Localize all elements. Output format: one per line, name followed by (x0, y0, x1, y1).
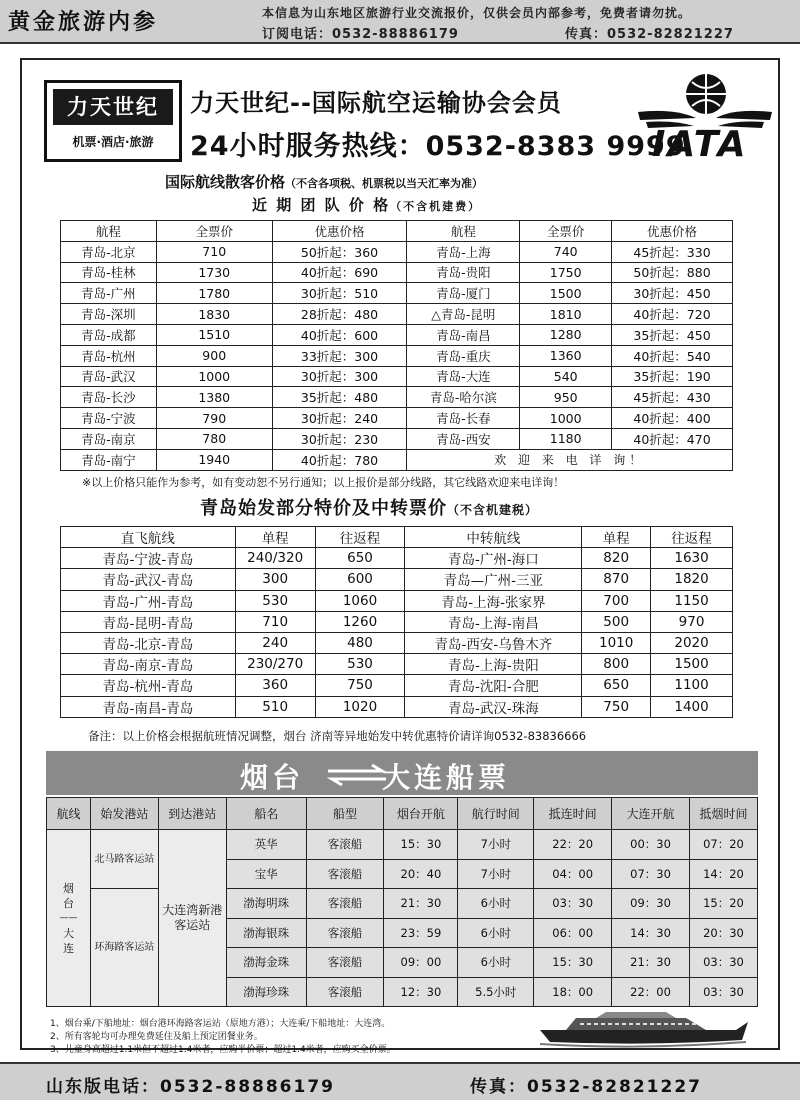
route-cell: 青岛-武汉-珠海 (405, 696, 582, 717)
route-cell: 青岛-重庆 (407, 345, 520, 366)
col-header: 全票价 (520, 221, 612, 242)
oneway-cell: 360 (235, 675, 315, 696)
col-header: 优惠价格 (612, 221, 733, 242)
route-cell: 青岛-哈尔滨 (407, 387, 520, 408)
bottom-banner (0, 1062, 800, 1100)
arrive-yantai: 15：20 (689, 889, 757, 919)
route-cell: 青岛-南宁 (61, 449, 157, 470)
route-cell: △青岛-昆明 (407, 304, 520, 325)
table-row (61, 675, 733, 696)
table-header-row (61, 527, 733, 548)
depart-yantai: 21：30 (384, 889, 458, 919)
fare-cell: 740 (520, 241, 612, 262)
table-row (61, 283, 733, 304)
col-header: 抵烟时间 (689, 798, 757, 830)
table-row (61, 324, 733, 345)
ferry-footnote: 3、儿童身高超过1.1米但不超过1.4米者，应购半价票；超过1.4米者，应购买全价票。 (50, 1045, 396, 1055)
route-cell: 青岛-南京-青岛 (61, 654, 236, 675)
depart-dalian: 00：30 (612, 830, 690, 860)
col-header: 中转航线 (405, 527, 582, 548)
arrive-dalian: 06：00 (534, 918, 612, 948)
ferry-from: 烟台 (240, 761, 305, 794)
fare-cell: 780 (156, 428, 272, 449)
route-cell: 青岛-沈阳-合肥 (405, 675, 582, 696)
fare-cell: 1940 (156, 449, 272, 470)
ship-name: 渤海明珠 (226, 889, 306, 919)
col-header: 大连开航 (612, 798, 690, 830)
route-dash: —— (59, 912, 78, 923)
ferry-to: 大连船票 (382, 761, 511, 794)
route-char: 大 (62, 926, 74, 940)
ship-name: 英华 (226, 830, 306, 860)
route-char: 台 (62, 896, 74, 910)
discount-cell: 28折起：480 (272, 304, 407, 325)
table-row (61, 654, 733, 675)
agency-logo (44, 80, 182, 162)
table-row (61, 241, 733, 262)
group-title-text: 近 期 团 队 价 格 (252, 196, 391, 214)
oneway-cell: 700 (582, 590, 651, 611)
fare-cell: 900 (156, 345, 272, 366)
col-header: 航线 (47, 798, 91, 830)
arrive-yantai: 03：30 (689, 948, 757, 978)
special-title-text: 青岛始发部分特价及中转票价 (200, 498, 447, 519)
ship-icon (536, 1010, 752, 1048)
intl-title-note: （不含各项税、机票税以当天汇率为准） (285, 177, 484, 190)
oneway-cell: 300 (235, 569, 315, 590)
fare-cell: 1830 (156, 304, 272, 325)
col-header: 直飞航线 (61, 527, 236, 548)
return-cell: 1100 (651, 675, 733, 696)
oneway-cell: 710 (235, 611, 315, 632)
oneway-cell: 820 (582, 548, 651, 569)
fare-cell: 540 (520, 366, 612, 387)
discount-cell: 33折起：300 (272, 345, 407, 366)
fare-cell: 1780 (156, 283, 272, 304)
discount-cell: 50折起：880 (612, 262, 733, 283)
price-disclaimer: ※以上价格只能作为参考，如有变动恕不另行通知；以上报价是部分线路，其它线路欢迎来电详询！ (82, 476, 565, 489)
route-char: 烟 (62, 881, 74, 895)
discount-cell: 30折起：240 (272, 408, 407, 429)
arrive-dalian: 04：00 (534, 859, 612, 889)
depart-dalian: 09：30 (612, 889, 690, 919)
arrive-dalian: 22：20 (534, 830, 612, 860)
sail-time: 6小时 (458, 918, 534, 948)
two-way-arrow-icon (324, 762, 390, 788)
table-row (61, 262, 733, 283)
col-header: 单程 (582, 527, 651, 548)
table-row (61, 611, 733, 632)
iata-wordmark: IATA (652, 124, 748, 165)
route-cell: 青岛-武汉-青岛 (61, 569, 236, 590)
col-header: 始发港站 (90, 798, 158, 830)
discount-cell: 40折起：720 (612, 304, 733, 325)
sail-time: 6小时 (458, 889, 534, 919)
col-header: 航行时间 (458, 798, 534, 830)
footer-tel: 山东版电话：0532-88886179 (46, 1077, 335, 1097)
fare-cell: 710 (156, 241, 272, 262)
route-cell: 青岛-贵阳 (407, 262, 520, 283)
route-cell: 青岛-南京 (61, 428, 157, 449)
col-header: 抵连时间 (534, 798, 612, 830)
discount-cell: 40折起：600 (272, 324, 407, 345)
oneway-cell: 510 (235, 696, 315, 717)
col-header: 往返程 (651, 527, 733, 548)
sail-time: 7小时 (458, 859, 534, 889)
route-cell: 青岛-南昌 (407, 324, 520, 345)
route-cell: 青岛-南昌-青岛 (61, 696, 236, 717)
return-cell: 650 (315, 548, 405, 569)
route-cell: 青岛-上海 (407, 241, 520, 262)
route-cell: 青岛-桂林 (61, 262, 157, 283)
arrive-yantai: 20：30 (689, 918, 757, 948)
table-header-row (47, 798, 758, 830)
return-cell: 970 (651, 611, 733, 632)
table-header-row (61, 221, 733, 242)
table-row (61, 590, 733, 611)
route-cell: 青岛-长沙 (61, 387, 157, 408)
oneway-cell: 230/270 (235, 654, 315, 675)
discount-cell: 40折起：540 (612, 345, 733, 366)
fare-cell: 1500 (520, 283, 612, 304)
col-header: 往返程 (315, 527, 405, 548)
fare-cell: 1810 (520, 304, 612, 325)
table-row (61, 449, 733, 470)
table-row (61, 345, 733, 366)
discount-cell: 30折起：510 (272, 283, 407, 304)
table-row (61, 632, 733, 653)
oneway-cell: 800 (582, 654, 651, 675)
return-cell: 1020 (315, 696, 405, 717)
discount-cell: 30折起：450 (612, 283, 733, 304)
return-cell: 1260 (315, 611, 405, 632)
oneway-cell: 530 (235, 590, 315, 611)
route-cell: 青岛-西安-乌鲁木齐 (405, 632, 582, 653)
table-row (61, 408, 733, 429)
col-header: 到达港站 (158, 798, 226, 830)
members-notice: 本信息为山东地区旅游行业交流报价，仅供会员内部参考，免费者请勿扰。 (262, 6, 692, 20)
col-header: 船型 (306, 798, 384, 830)
group-title-note: （不含机建费） (390, 200, 482, 213)
table-row (47, 889, 758, 919)
route-cell: 青岛-广州-海口 (405, 548, 582, 569)
table-row (61, 569, 733, 590)
return-cell: 1500 (651, 654, 733, 675)
route-cell: 青岛-长春 (407, 408, 520, 429)
origin-station: 环海路客运站 (90, 889, 158, 1007)
special-section-title (200, 494, 538, 520)
group-price-title (252, 194, 481, 215)
intl-section-title (165, 171, 483, 192)
ship-name: 渤海银珠 (226, 918, 306, 948)
top-banner (0, 0, 800, 44)
depart-dalian: 21：30 (612, 948, 690, 978)
table-row (61, 548, 733, 569)
table-row (61, 428, 733, 449)
oneway-cell: 500 (582, 611, 651, 632)
discount-cell: 40折起：780 (272, 449, 407, 470)
fare-cell: 1730 (156, 262, 272, 283)
depart-dalian: 22：00 (612, 977, 690, 1007)
discount-cell: 50折起：360 (272, 241, 407, 262)
special-title-note: （不含机建税） (447, 503, 539, 517)
fare-cell: 1000 (520, 408, 612, 429)
route-cell: 青岛-上海-张家界 (405, 590, 582, 611)
return-cell: 600 (315, 569, 405, 590)
welcome-cell: 欢 迎 来 电 详 询！ (407, 449, 733, 470)
route-cell: 青岛-武汉 (61, 366, 157, 387)
origin-station: 北马路客运站 (90, 830, 158, 889)
col-header: 船名 (226, 798, 306, 830)
discount-cell: 45折起：430 (612, 387, 733, 408)
fare-cell: 790 (156, 408, 272, 429)
service-hotline: 24小时服务热线：0532-8383 9999 (190, 131, 686, 162)
arrive-dalian: 03：30 (534, 889, 612, 919)
discount-cell: 30折起：300 (272, 366, 407, 387)
ferry-footnote: 2、所有客轮均可办理免费延住及船上预定团餐业务。 (50, 1032, 263, 1042)
table-row (61, 387, 733, 408)
depart-yantai: 12：30 (384, 977, 458, 1007)
depart-yantai: 15：30 (384, 830, 458, 860)
route-cell: 青岛—广州-三亚 (405, 569, 582, 590)
ship-name: 渤海珍珠 (226, 977, 306, 1007)
fare-cell: 1510 (156, 324, 272, 345)
fare-cell: 950 (520, 387, 612, 408)
oneway-cell: 870 (582, 569, 651, 590)
subscribe-phone: 订阅电话：0532-88886179 (262, 27, 459, 42)
special-fare-table (60, 526, 733, 718)
ferry-schedule-table (46, 797, 758, 1007)
table-row (61, 304, 733, 325)
sail-time: 7小时 (458, 830, 534, 860)
route-cell: 青岛-上海-南昌 (405, 611, 582, 632)
arrive-yantai: 03：30 (689, 977, 757, 1007)
agency-headline: 力天世纪--国际航空运输协会会员 (190, 89, 562, 117)
col-header: 烟台开航 (384, 798, 458, 830)
oneway-cell: 750 (582, 696, 651, 717)
col-header: 优惠价格 (272, 221, 407, 242)
depart-dalian: 14：30 (612, 918, 690, 948)
arrive-dalian: 15：30 (534, 948, 612, 978)
route-cell: 青岛-广州 (61, 283, 157, 304)
fare-cell: 1000 (156, 366, 272, 387)
ship-name: 宝华 (226, 859, 306, 889)
table-row (47, 830, 758, 860)
route-cell: 青岛-西安 (407, 428, 520, 449)
discount-cell: 45折起：330 (612, 241, 733, 262)
route-cell: 青岛-厦门 (407, 283, 520, 304)
col-header: 单程 (235, 527, 315, 548)
route-cell: 青岛-广州-青岛 (61, 590, 236, 611)
route-cell: 青岛-北京 (61, 241, 157, 262)
return-cell: 1630 (651, 548, 733, 569)
oneway-cell: 240 (235, 632, 315, 653)
remark-note: 备注：以上价格会根据航班情况调整，烟台 济南等异地始发中转优惠特价请详询0532-83836666 (88, 729, 587, 743)
sail-time: 6小时 (458, 948, 534, 978)
arrive-yantai: 14：20 (689, 859, 757, 889)
ship-type: 客滚船 (306, 918, 384, 948)
footer-fax: 传真：0532-82821227 (470, 1077, 702, 1097)
col-header: 航程 (407, 221, 520, 242)
discount-cell: 35折起：450 (612, 324, 733, 345)
header-fax: 传真：0532-82821227 (565, 27, 734, 42)
fare-cell: 1360 (520, 345, 612, 366)
fare-cell: 1180 (520, 428, 612, 449)
discount-cell: 35折起：190 (612, 366, 733, 387)
logo-name: 力天世纪 (53, 89, 173, 125)
discount-cell: 30折起：230 (272, 428, 407, 449)
arrive-yantai: 07：20 (689, 830, 757, 860)
route-cell: 青岛-昆明-青岛 (61, 611, 236, 632)
return-cell: 480 (315, 632, 405, 653)
discount-cell: 35折起：480 (272, 387, 407, 408)
depart-yantai: 09：00 (384, 948, 458, 978)
oneway-cell: 650 (582, 675, 651, 696)
return-cell: 1150 (651, 590, 733, 611)
discount-cell: 40折起：400 (612, 408, 733, 429)
return-cell: 1400 (651, 696, 733, 717)
return-cell: 750 (315, 675, 405, 696)
return-cell: 2020 (651, 632, 733, 653)
return-cell: 530 (315, 654, 405, 675)
route-cell: 青岛-成都 (61, 324, 157, 345)
depart-yantai: 23：59 (384, 918, 458, 948)
fare-cell: 1750 (520, 262, 612, 283)
table-row (61, 366, 733, 387)
flight-price-table (60, 220, 733, 471)
ship-type: 客滚船 (306, 859, 384, 889)
arrive-dalian: 18：00 (534, 977, 612, 1007)
depart-yantai: 20：40 (384, 859, 458, 889)
route-char: 连 (62, 941, 74, 955)
oneway-cell: 1010 (582, 632, 651, 653)
table-row (61, 696, 733, 717)
depart-dalian: 07：30 (612, 859, 690, 889)
ship-type: 客滚船 (306, 889, 384, 919)
ship-type: 客滚船 (306, 830, 384, 860)
route-cell: 青岛-上海-贵阳 (405, 654, 582, 675)
publication-title: 黄金旅游内参 (8, 10, 159, 35)
intl-title-text: 国际航线散客价格 (165, 173, 286, 191)
route-cell: 青岛-北京-青岛 (61, 632, 236, 653)
route-cell (47, 830, 91, 1007)
col-header: 航程 (61, 221, 157, 242)
ship-name: 渤海金珠 (226, 948, 306, 978)
sail-time: 5.5小时 (458, 977, 534, 1007)
route-cell: 青岛-杭州-青岛 (61, 675, 236, 696)
ship-type: 客滚船 (306, 977, 384, 1007)
return-cell: 1060 (315, 590, 405, 611)
destination-station: 大连湾新港客运站 (158, 830, 226, 1007)
oneway-cell: 240/320 (235, 548, 315, 569)
col-header: 全票价 (156, 221, 272, 242)
route-cell: 青岛-宁波-青岛 (61, 548, 236, 569)
route-cell: 青岛-宁波 (61, 408, 157, 429)
return-cell: 1820 (651, 569, 733, 590)
discount-cell: 40折起：470 (612, 428, 733, 449)
ship-type: 客滚船 (306, 948, 384, 978)
route-cell: 青岛-大连 (407, 366, 520, 387)
logo-tagline: 机票·酒店·旅游 (72, 135, 154, 149)
route-cell: 青岛-深圳 (61, 304, 157, 325)
ferry-footnote: 1、烟台乘/下船地址：烟台港环海路客运站（原地方港）；大连乘/下船地址：大连湾。 (50, 1019, 391, 1029)
route-cell: 青岛-杭州 (61, 345, 157, 366)
fare-cell: 1380 (156, 387, 272, 408)
fare-cell: 1280 (520, 324, 612, 345)
discount-cell: 40折起：690 (272, 262, 407, 283)
